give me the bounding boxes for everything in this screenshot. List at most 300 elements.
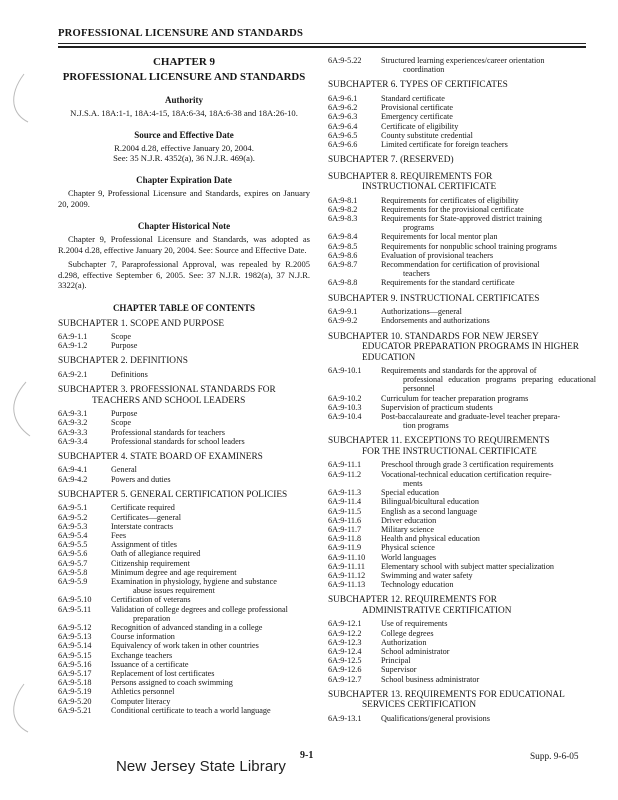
section-number: 6A:9-5.18 <box>58 678 92 688</box>
subchapter-title-continued: FOR THE INSTRUCTIONAL CERTIFICATE <box>362 446 537 457</box>
section-title <box>381 714 596 723</box>
section-number: 6A:9-3.2 <box>58 418 88 428</box>
section-title-line: County substitute credential <box>381 130 473 140</box>
section-title <box>111 651 310 660</box>
toc-entry <box>328 366 596 394</box>
section-title-line: Preschool through grade 3 certification requirements <box>381 460 554 470</box>
toc-entry <box>328 470 596 488</box>
section-number: 6A:9-3.3 <box>58 427 88 437</box>
subchapter-heading <box>328 332 596 364</box>
section-title-line: General <box>111 465 137 475</box>
section-title <box>111 641 310 650</box>
section-title-line: Driver education <box>381 515 437 525</box>
section-title-line: Physical science <box>381 543 435 553</box>
history-heading: Chapter Historical Note <box>137 221 231 231</box>
punch-hole-mark <box>6 70 34 130</box>
section-title <box>381 131 596 140</box>
section-number: 6A:9-5.6 <box>58 549 88 559</box>
section-title-line: Emergency certificate <box>381 112 453 122</box>
section-number: 6A:9-2.1 <box>58 369 88 379</box>
section-number: 6A:9-11.6 <box>328 515 362 525</box>
section-title-line: Standard certificate <box>381 93 445 103</box>
toc-entry <box>58 641 310 650</box>
section-number: 6A:9-5.3 <box>58 521 88 531</box>
subchapter-heading <box>58 452 310 463</box>
toc-entry <box>328 122 596 131</box>
section-number: 6A:9-9.1 <box>328 307 358 317</box>
running-head: PROFESSIONAL LICENSURE AND STANDARDS <box>58 28 304 39</box>
section-number: 6A:9-8.8 <box>328 278 358 288</box>
section-number: 6A:9-5.9 <box>58 576 88 586</box>
history-paragraph: Chapter 9, Professional Licensure and Standards, was adopted as R.2004 d.28, effective January 20, 2004. See: Source and Effective Date. <box>58 234 310 255</box>
toc-entry <box>58 632 310 641</box>
toc-entry <box>328 647 596 656</box>
section-title <box>381 251 596 260</box>
section-title-line: Purpose <box>111 341 138 351</box>
section-number: 6A:9-12.7 <box>328 674 362 684</box>
section-number: 6A:9-3.4 <box>58 436 88 446</box>
section-number: 6A:9-3.1 <box>58 409 88 419</box>
toc-entry <box>328 675 596 684</box>
section-title <box>381 460 596 469</box>
section-title <box>111 332 310 341</box>
section-number: 6A:9-11.11 <box>328 561 365 571</box>
section-title <box>381 656 596 665</box>
section-title-line: Requirements for local mentor plan <box>381 232 498 242</box>
section-number: 6A:9-5.10 <box>58 595 92 605</box>
section-title <box>111 623 310 632</box>
section-number: 6A:9-6.3 <box>328 112 358 122</box>
section-title <box>111 503 310 512</box>
library-stamp: New Jersey State Library <box>116 758 286 775</box>
subchapter-title: SUBCHAPTER 12. REQUIREMENTS FOR <box>328 595 497 606</box>
section-title <box>381 307 596 316</box>
section-number: 6A:9-5.5 <box>58 540 88 550</box>
section-title-line: Scope <box>111 332 132 341</box>
toc-entry <box>328 656 596 665</box>
section-number: 6A:9-11.3 <box>328 488 362 498</box>
section-title <box>111 605 310 623</box>
subchapter-title: SUBCHAPTER 6. TYPES OF CERTIFICATES <box>328 80 508 91</box>
toc-entry <box>58 687 310 696</box>
section-title-line: Health and physical education <box>381 534 480 544</box>
section-title <box>111 370 310 379</box>
toc-entry <box>328 638 596 647</box>
toc-entry <box>58 678 310 687</box>
section-title-continued: programs <box>403 223 434 233</box>
section-number: 6A:9-6.5 <box>328 130 358 140</box>
section-title-continued: teachers <box>403 269 430 279</box>
section-number: 6A:9-6.4 <box>328 121 358 131</box>
section-title-continued: tion programs <box>403 421 449 431</box>
section-number: 6A:9-5.16 <box>58 659 92 669</box>
subchapter-heading <box>58 490 310 501</box>
toc-entry <box>58 540 310 549</box>
toc-entry <box>328 140 596 149</box>
toc-entry <box>58 577 310 595</box>
subchapter-title-continued: INSTRUCTIONAL CERTIFICATE <box>362 182 497 193</box>
subchapter-title: SUBCHAPTER 3. PROFESSIONAL STANDARDS FOR <box>58 385 276 396</box>
toc-entry <box>58 475 310 484</box>
section-title <box>381 562 596 571</box>
subchapter-title: SUBCHAPTER 9. INSTRUCTIONAL CERTIFICATES <box>328 293 540 304</box>
toc-entry <box>328 516 596 525</box>
toc-entry <box>58 549 310 558</box>
subchapter-heading <box>58 319 310 330</box>
section-number: 6A:9-1.2 <box>58 341 88 351</box>
toc-entry <box>328 394 596 403</box>
section-title-line: Issuance of a certificate <box>111 659 189 669</box>
section-title <box>111 475 310 484</box>
section-title-continued: professional education programs preparing educational personnel <box>403 375 596 394</box>
toc-entry <box>58 669 310 678</box>
toc-entry <box>328 507 596 516</box>
section-number: 6A:9-8.1 <box>328 195 358 205</box>
section-title-line: Curriculum for teacher preparation programs <box>381 393 529 403</box>
section-number: 6A:9-8.7 <box>328 260 358 270</box>
section-title <box>381 488 596 497</box>
section-title <box>111 513 310 522</box>
section-title-line: Structured learning experiences/career orientation <box>381 56 545 65</box>
section-number: 6A:9-5.7 <box>58 558 88 568</box>
right-toc <box>328 80 596 723</box>
section-title <box>381 571 596 580</box>
authority-text: N.J.S.A. 18A:1-1, 18A:4-15, 18A:6-34, 18A:6-38 and 18A:26-10. <box>70 108 298 118</box>
section-title-line: English as a second language <box>381 506 477 516</box>
section-number: 6A:9-11.12 <box>328 570 366 580</box>
subchapter-title-continued: ADMINISTRATIVE CERTIFICATION <box>362 605 512 616</box>
section-title-line: Requirements for State-approved district training <box>381 214 542 224</box>
section-number: 6A:9-12.6 <box>328 665 362 675</box>
section-title-line: Recognition of advanced standing in a college <box>111 622 263 632</box>
section-title <box>381 205 596 214</box>
page-number: 9-1 <box>300 750 314 761</box>
section-title-line: Recommendation for certification of provisional <box>381 260 540 270</box>
section-number: 6A:9-13.1 <box>328 713 362 723</box>
section-number: 6A:9-5.1 <box>58 503 88 513</box>
section-title-line: Certificate of eligibility <box>381 121 459 131</box>
subchapter-heading <box>328 690 596 711</box>
section-number: 6A:9-11.10 <box>328 552 366 562</box>
toc-entry <box>328 562 596 571</box>
toc-entry <box>328 665 596 674</box>
header-rule <box>58 43 586 44</box>
section-title-line: Qualifications/general provisions <box>381 713 490 723</box>
toc-entry <box>58 559 310 568</box>
section-title-line: Requirements for certificates of eligibility <box>381 195 519 205</box>
section-title <box>111 428 310 437</box>
section-title-line: Evaluation of provisional teachers <box>381 250 494 260</box>
section-number: 6A:9-12.1 <box>328 619 362 629</box>
section-title <box>381 403 596 412</box>
subchapter-title: SUBCHAPTER 10. STANDARDS FOR NEW JERSEY <box>328 331 539 342</box>
subchapter-title: SUBCHAPTER 13. REQUIREMENTS FOR EDUCATIONAL <box>328 689 565 700</box>
toc-entry <box>58 568 310 577</box>
subchapter-heading <box>328 155 596 166</box>
section-number: 6A:9-5.4 <box>58 530 88 540</box>
toc-entry <box>58 503 310 512</box>
subchapter-title: SUBCHAPTER 1. SCOPE AND PURPOSE <box>58 318 225 329</box>
source-see-line: See: 35 N.J.R. 4352(a), 36 N.J.R. 469(a). <box>113 153 255 163</box>
toc-entry <box>58 595 310 604</box>
section-title <box>111 540 310 549</box>
section-title-line: Conditional certificate to teach a world language <box>111 705 271 715</box>
toc-entry <box>328 714 596 723</box>
section-title-line: Assignment of titles <box>111 540 177 550</box>
section-title-line: Certificates—general <box>111 512 182 522</box>
toc-entry <box>58 370 310 379</box>
toc-entry <box>328 131 596 140</box>
section-title-line: Citizenship requirement <box>111 558 190 568</box>
section-title-line: Replacement of lost certificates <box>111 668 215 678</box>
section-title-line: Requirements for nonpublic school training programs <box>381 241 557 251</box>
section-number: 6A:9-5.17 <box>58 668 92 678</box>
toc-entry <box>328 260 596 278</box>
section-number: 6A:9-11.2 <box>328 469 362 479</box>
section-title <box>381 665 596 674</box>
history-paragraph: Subchapter 7, Paraprofessional Approval, was repealed by R.2005 d.298, effective September 6, 2005. See: 37 N.J.R. 1982(a), 37 N.J.R. 3322(a). <box>58 259 310 290</box>
section-title-line: Provisional certificate <box>381 103 454 113</box>
toc-entry <box>328 307 596 316</box>
expiration-text: Chapter 9, Professional Licensure and Standards, expires on January 20, 2009. <box>58 188 310 209</box>
section-title <box>381 638 596 647</box>
section-title <box>381 534 596 543</box>
toc-entry <box>328 242 596 251</box>
punch-hole-mark <box>6 380 34 440</box>
section-title-line: School administrator <box>381 646 450 656</box>
section-title-continued: ments <box>403 478 423 488</box>
section-number: 6A:9-5.21 <box>58 705 92 715</box>
section-title-line: Special education <box>381 488 439 498</box>
section-title-line: Technology education <box>381 580 454 590</box>
section-number: 6A:9-5.13 <box>58 632 92 642</box>
section-number: 6A:9-11.8 <box>328 534 362 544</box>
section-number: 6A:9-5.22 <box>328 56 362 65</box>
section-title-line: Fees <box>111 530 127 540</box>
section-title-line: Authorizations—general <box>381 307 462 317</box>
authority-heading: Authority <box>165 95 203 105</box>
section-title <box>381 525 596 534</box>
section-title-continued: preparation <box>133 613 171 623</box>
toc-entry <box>58 437 310 446</box>
subchapter-title: SUBCHAPTER 8. REQUIREMENTS FOR <box>328 171 493 182</box>
section-number: 6A:9-1.1 <box>58 332 88 341</box>
section-title <box>111 706 310 715</box>
toc-entry <box>328 553 596 562</box>
section-title-line: Requirements for the provisional certificate <box>381 204 524 214</box>
section-number: 6A:9-11.9 <box>328 543 362 553</box>
toc-entry <box>328 251 596 260</box>
section-title-line: College degrees <box>381 628 434 638</box>
subchapter-heading <box>328 595 596 616</box>
subchapter-title: SUBCHAPTER 2. DEFINITIONS <box>58 356 188 367</box>
toc-entry <box>328 497 596 506</box>
section-title-line: Course information <box>111 632 175 642</box>
section-title-line: Principal <box>381 656 411 666</box>
source-line: R.2004 d.28, effective January 20, 2004. <box>114 143 254 153</box>
section-title <box>111 437 310 446</box>
toc-entry <box>58 428 310 437</box>
section-title <box>111 531 310 540</box>
section-title-line: Supervisor <box>381 665 417 675</box>
section-number: 6A:9-8.5 <box>328 241 358 251</box>
section-title-line: Supervision of practicum students <box>381 402 493 412</box>
section-title-line: Definitions <box>111 369 148 379</box>
section-title-line: Professional standards for school leaders <box>111 436 245 446</box>
subchapter-heading <box>58 385 310 406</box>
section-title <box>111 669 310 678</box>
right-column <box>328 56 596 723</box>
toc-entry <box>328 112 596 121</box>
subchapter-heading <box>328 80 596 91</box>
section-number: 6A:9-11.7 <box>328 524 362 534</box>
toc-entry <box>328 232 596 241</box>
source-heading: Source and Effective Date <box>134 130 234 140</box>
toc-entry <box>328 534 596 543</box>
section-title <box>381 140 596 149</box>
section-title <box>381 94 596 103</box>
section-number: 6A:9-6.2 <box>328 103 358 113</box>
section-title <box>381 316 596 325</box>
section-title <box>111 522 310 531</box>
subchapter-title-continued: TEACHERS AND SCHOOL LEADERS <box>92 395 246 406</box>
section-title <box>111 465 310 474</box>
section-number: 6A:9-4.2 <box>58 474 88 484</box>
section-title-line: Post-baccalaureate and graduate-level teacher prepara- <box>381 412 561 422</box>
section-title <box>381 196 596 205</box>
section-title-continued: abuse issues requirement <box>133 586 215 596</box>
section-number: 6A:9-11.1 <box>328 460 362 470</box>
toc-entry <box>328 543 596 552</box>
section-title-line: Certification of veterans <box>111 595 191 605</box>
header-rule-thick <box>58 46 586 48</box>
section-number: 6A:9-12.4 <box>328 646 362 656</box>
section-title <box>381 470 596 488</box>
section-title <box>111 697 310 706</box>
toc-entry <box>328 460 596 469</box>
subchapter-title-continued: SERVICES CERTIFICATION <box>362 700 477 711</box>
section-title-line: Scope <box>111 418 132 428</box>
section-title-line: Use of requirements <box>381 619 448 629</box>
section-title <box>381 214 596 232</box>
section-title-line: Equivalency of work taken in other countries <box>111 641 259 651</box>
section-title <box>381 647 596 656</box>
toc-entry <box>58 623 310 632</box>
section-title <box>111 559 310 568</box>
toc-entry <box>58 605 310 623</box>
section-title <box>381 103 596 112</box>
section-title-line: Bilingual/bicultural education <box>381 497 479 507</box>
section-title <box>111 409 310 418</box>
section-number: 6A:9-12.5 <box>328 656 362 666</box>
toc-entry <box>58 660 310 669</box>
section-title <box>381 516 596 525</box>
section-title <box>111 341 310 350</box>
section-title-line: Authorization <box>381 637 427 647</box>
section-title-line: Requirements for the standard certificate <box>381 278 515 288</box>
section-title <box>381 629 596 638</box>
section-title <box>111 418 310 427</box>
toc-entry <box>328 196 596 205</box>
section-title <box>111 568 310 577</box>
left-column <box>58 56 310 715</box>
toc-entry <box>58 465 310 474</box>
section-title-line: Powers and duties <box>111 474 171 484</box>
section-title <box>111 577 310 595</box>
toc-entry <box>328 488 596 497</box>
section-title-line: Persons assigned to coach swimming <box>111 678 233 688</box>
chapter-title: PROFESSIONAL LICENSURE AND STANDARDS <box>62 71 306 83</box>
toc-entry <box>328 278 596 287</box>
section-number: 6A:9-12.3 <box>328 637 362 647</box>
section-title-line: Professional standards for teachers <box>111 427 225 437</box>
toc-entry <box>58 341 310 350</box>
section-number: 6A:9-12.2 <box>328 628 362 638</box>
section-number: 6A:9-5.12 <box>58 622 92 632</box>
section-title <box>381 394 596 403</box>
punch-hole-mark <box>6 680 34 740</box>
chapter-number: CHAPTER 9 <box>152 56 216 68</box>
section-title <box>381 56 596 74</box>
section-number: 6A:9-8.2 <box>328 204 358 214</box>
left-toc <box>58 319 310 716</box>
section-title-line: Endorsements and authorizations <box>381 316 490 326</box>
section-title-line: Purpose <box>111 409 138 419</box>
section-number: 6A:9-6.6 <box>328 139 358 149</box>
subchapter-title: SUBCHAPTER 4. STATE BOARD OF EXAMINERS <box>58 451 263 462</box>
subchapter-title: SUBCHAPTER 7. (RESERVED) <box>328 155 454 166</box>
section-title-line: Computer literacy <box>111 696 171 706</box>
section-number: 6A:9-8.4 <box>328 232 358 242</box>
toc-entry <box>328 316 596 325</box>
section-number: 6A:9-5.8 <box>58 567 88 577</box>
section-title <box>111 678 310 687</box>
toc-entry <box>328 525 596 534</box>
toc-entry <box>328 412 596 430</box>
section-title-line: Elementary school with subject matter specialization <box>381 561 555 571</box>
section-title-line: Minimum degree and age requirement <box>111 567 237 577</box>
section-title <box>111 595 310 604</box>
section-title-line: World languages <box>381 552 437 562</box>
section-title-line: Exchange teachers <box>111 650 173 660</box>
section-title <box>381 412 596 430</box>
section-number: 6A:9-5.20 <box>58 696 92 706</box>
section-title <box>381 507 596 516</box>
subchapter-heading <box>58 356 310 367</box>
section-title <box>381 619 596 628</box>
section-title <box>381 278 596 287</box>
section-number: 6A:9-11.4 <box>328 497 362 507</box>
section-number: 6A:9-4.1 <box>58 465 88 475</box>
section-number: 6A:9-10.4 <box>328 412 362 422</box>
section-number: 6A:9-5.11 <box>58 604 92 614</box>
section-title-line: Validation of college degrees and college professional <box>111 604 288 614</box>
subchapter-heading <box>328 436 596 457</box>
toc-entry <box>58 418 310 427</box>
section-title <box>381 580 596 589</box>
section-title-continued: coordination <box>403 65 445 75</box>
section-title <box>381 232 596 241</box>
toc-entry <box>328 94 596 103</box>
toc-entry <box>328 619 596 628</box>
section-title-line: Oath of allegiance required <box>111 549 201 559</box>
toc-entry <box>58 332 310 341</box>
section-title <box>111 660 310 669</box>
section-title <box>381 242 596 251</box>
section-title <box>381 553 596 562</box>
section-number: 6A:9-10.3 <box>328 402 362 412</box>
section-title <box>381 366 596 394</box>
